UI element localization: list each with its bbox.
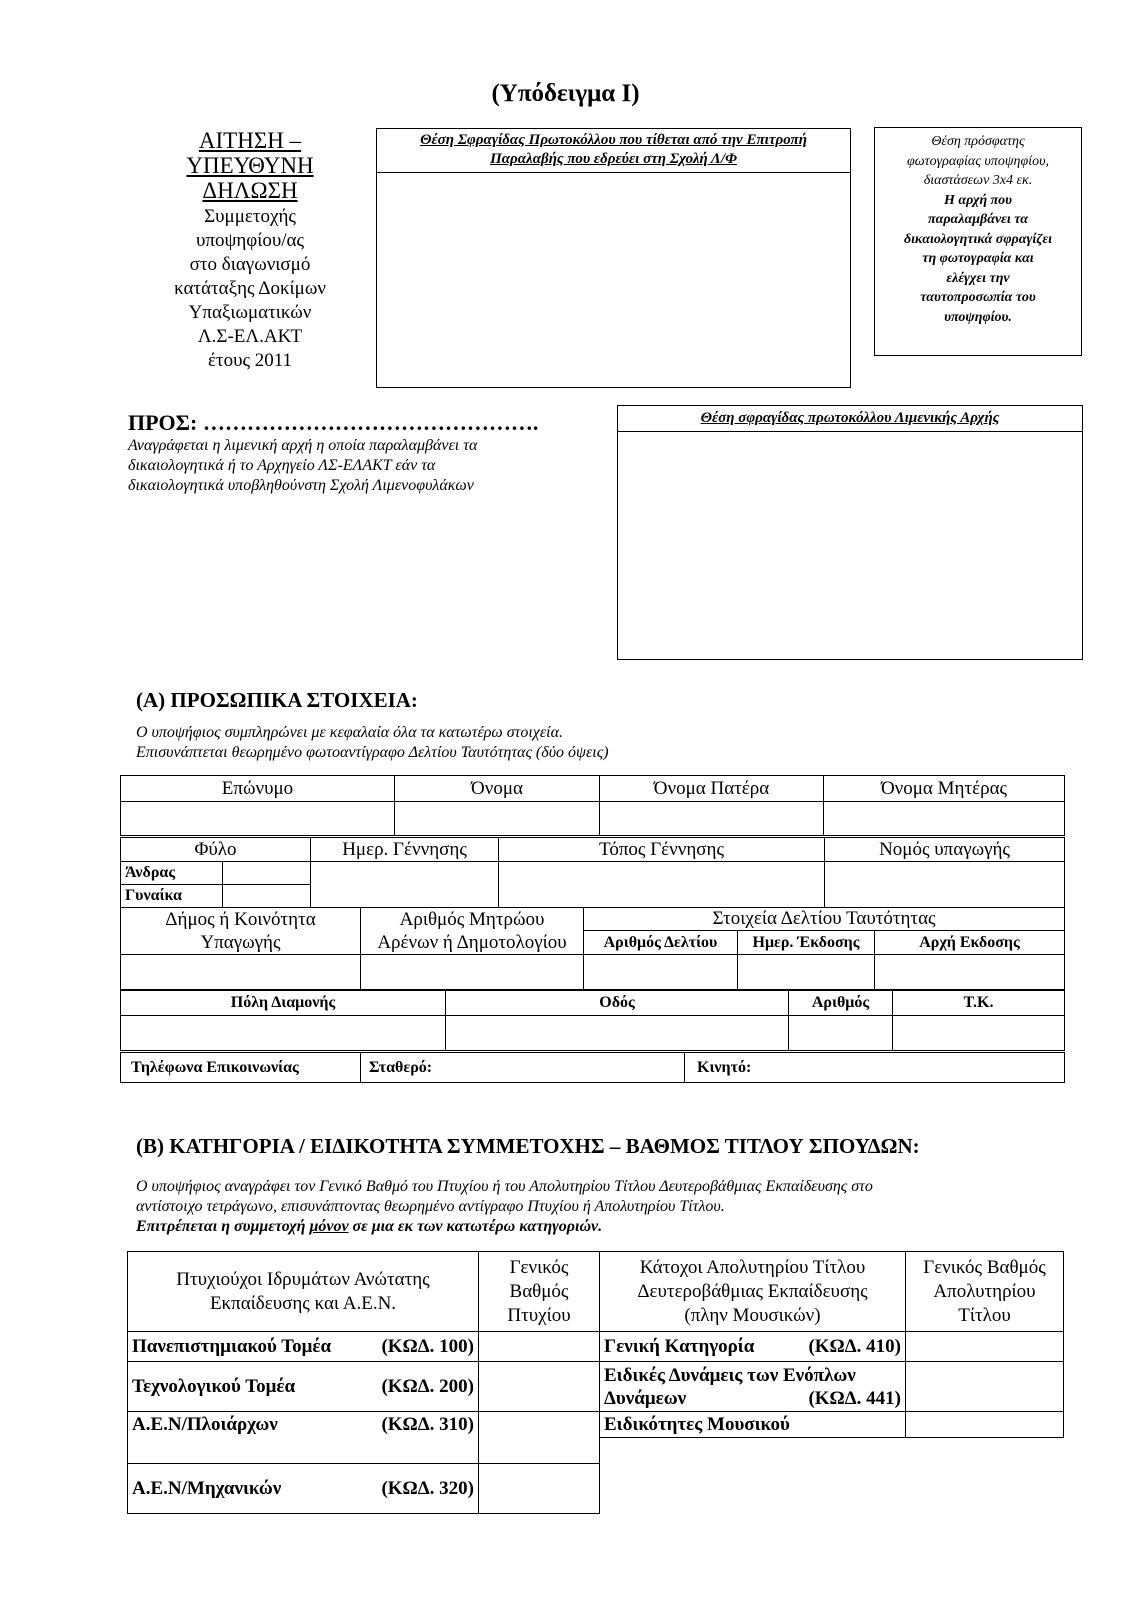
birth-place-field[interactable] bbox=[499, 862, 825, 908]
gender-female-checkbox[interactable] bbox=[223, 885, 311, 908]
photo-note-6: δικαιολογητικά σφραγίζει bbox=[903, 231, 1053, 247]
header-registry-number bbox=[361, 908, 584, 955]
header-birth-date: Ημερ. Γέννησης bbox=[311, 838, 499, 862]
rule-after: σε μια εκ των κατωτέρω κατηγοριών. bbox=[348, 1218, 603, 1235]
header-id-card-group: Στοιχεία Δελτίου Ταυτότητας bbox=[584, 908, 1065, 931]
mother-name-field[interactable] bbox=[824, 802, 1065, 836]
degree-grade-header-1: Γενικός bbox=[509, 1256, 569, 1278]
title-line-3: ΔΗΛΩΣΗ bbox=[202, 178, 298, 203]
section-a-note-2: Επισυνάπτεται θεωρημένο φωτοαντίγραφο Δελτίου Ταυτότητας (δύο όψεις) bbox=[136, 744, 609, 761]
port-authority-stamp-box bbox=[617, 405, 1083, 660]
header-gender: Φύλο bbox=[121, 838, 311, 862]
birth-date-field[interactable] bbox=[311, 862, 499, 908]
gender-male-checkbox[interactable] bbox=[223, 862, 311, 885]
higher-education-header-1: Πτυχιούχοι Ιδρυμάτων Ανώτατης bbox=[176, 1268, 430, 1290]
category-music-name: Ειδικότητες Μουσικού bbox=[604, 1413, 790, 1435]
header-id-issuing-authority: Αρχή Εκδοσης bbox=[875, 931, 1065, 955]
city-field[interactable] bbox=[121, 1016, 446, 1051]
category-100-code: (ΚΩΔ. 100) bbox=[381, 1335, 474, 1357]
category-310-name: Α.Ε.Ν/Πλοιάρχων bbox=[132, 1414, 278, 1435]
category-200-code: (ΚΩΔ. 200) bbox=[381, 1375, 474, 1397]
section-b-note-1: Ο υποψήφιος αναγράφει τον Γενικό Βαθμό του Πτυχίου ή του Απολυτηρίου Τίτλου Δευτεροβάθμιας Εκπαίδευσης στο bbox=[136, 1178, 873, 1195]
photo-placeholder-box bbox=[874, 127, 1082, 356]
street-number-field[interactable] bbox=[789, 1016, 893, 1051]
port-stamp-caption: Θέση σφραγίδας πρωτοκόλλου Λιμενικής Αρχής bbox=[618, 406, 1082, 432]
degree-grade-header bbox=[479, 1252, 600, 1332]
category-row-music bbox=[600, 1412, 906, 1438]
municipality-field[interactable] bbox=[121, 955, 361, 990]
form-title-block bbox=[150, 128, 350, 373]
photo-note-4: Η αρχή που bbox=[944, 192, 1012, 208]
photo-note-3: διαστάσεων 3x4 εκ. bbox=[923, 173, 1033, 188]
gender-option-female: Γυναίκα bbox=[121, 885, 223, 908]
section-b-title: (Β) ΚΑΤΗΓΟΡΙΑ / ΕΙΔΙΚΟΤΗΤΑ ΣΥΜΜΕΤΟΧΗΣ – ΒΑΘΜΟΣ ΤΙΤΛΟΥ ΣΠΟΥΔΩΝ: bbox=[136, 1134, 920, 1158]
template-label: (Υπόδειγμα Ι) bbox=[491, 80, 640, 107]
diploma-grade-header-2: Απολυτηρίου bbox=[933, 1280, 1036, 1302]
id-number-field[interactable] bbox=[584, 955, 738, 990]
secondary-education-header-2: Δευτεροβάθμιας Εκπαίδευσης bbox=[637, 1280, 868, 1302]
grade-field-320[interactable] bbox=[479, 1464, 600, 1514]
grade-field-music[interactable] bbox=[906, 1412, 1064, 1438]
section-b-note bbox=[136, 1177, 1066, 1237]
subtitle-line-6: Λ.Σ-ΕΛ.ΑΚΤ bbox=[197, 326, 303, 347]
committee-stamp-box bbox=[376, 128, 851, 388]
first-name-field[interactable] bbox=[395, 802, 600, 836]
category-row-320 bbox=[128, 1464, 479, 1514]
phones-table bbox=[120, 1052, 1065, 1083]
photo-note-1: Θέση πρόσφατης bbox=[931, 134, 1025, 149]
rule-emphasis: μόνον bbox=[309, 1218, 349, 1235]
category-441-name-2: Δυνάμεων bbox=[604, 1387, 687, 1409]
header-surname: Επώνυμο bbox=[121, 776, 395, 802]
section-a-title: (Α) ΠΡΟΣΩΠΙΚΑ ΣΤΟΙΧΕΙΑ: bbox=[136, 688, 418, 712]
subtitle-line-7: έτους 2011 bbox=[207, 350, 293, 371]
category-441-name-1: Ειδικές Δυνάμεις των Ενόπλων bbox=[604, 1364, 856, 1386]
section-b-rule bbox=[136, 1217, 1066, 1237]
street-field[interactable] bbox=[446, 1016, 789, 1051]
category-row-310 bbox=[128, 1412, 479, 1464]
committee-stamp-caption-2: Παραλαβής που εδρεύει στη Σχολή Λ/Φ bbox=[490, 151, 737, 167]
higher-education-header-2: Εκπαίδευσης και Α.Ε.Ν. bbox=[209, 1292, 397, 1314]
diploma-grade-header-1: Γενικός Βαθμός bbox=[923, 1256, 1046, 1278]
subtitle-line-4: κατάταξης Δοκίμων bbox=[174, 278, 326, 299]
photo-note-5: παραλαμβάνει τα bbox=[927, 212, 1029, 227]
address-table bbox=[120, 990, 1065, 1051]
photo-note-7: τη φωτογραφία και bbox=[922, 251, 1034, 266]
phones-label: Τηλέφωνα Επικοινωνίας bbox=[121, 1053, 361, 1083]
category-row-200 bbox=[128, 1362, 479, 1412]
subtitle-line-1: Συμμετοχής bbox=[204, 206, 296, 227]
secondary-education-table bbox=[599, 1251, 1064, 1438]
degree-grade-header-2: Βαθμός bbox=[509, 1280, 569, 1302]
degree-grade-header-3: Πτυχίου bbox=[507, 1304, 571, 1326]
grade-field-410[interactable] bbox=[906, 1332, 1064, 1362]
id-issue-date-field[interactable] bbox=[738, 955, 875, 990]
photo-note-9: ταυτοπροσωπία του bbox=[920, 290, 1036, 305]
father-name-field[interactable] bbox=[600, 802, 824, 836]
recipient-note-2: δικαιολογητικά ή το Αρχηγείο ΛΣ-ΕΛΑΚΤ εάν τα bbox=[128, 457, 436, 474]
header-registry-line-2: Αρένων ή Δημοτολογίου bbox=[377, 932, 567, 953]
category-320-name: Α.Ε.Ν/Μηχανικών bbox=[132, 1477, 282, 1499]
recipient-note-3: δικαιολογητικά υποβληθούνστη Σχολή Λιμενοφυλάκων bbox=[128, 477, 474, 494]
id-issuing-authority-field[interactable] bbox=[875, 955, 1065, 990]
header-municipality-line-1: Δήμος ή Κοινότητα bbox=[165, 909, 316, 930]
identity-table bbox=[120, 907, 1065, 990]
category-100-name: Πανεπιστημιακού Τομέα bbox=[132, 1335, 332, 1357]
grade-field-441[interactable] bbox=[906, 1362, 1064, 1412]
secondary-education-header bbox=[600, 1252, 906, 1332]
title-line-2: ΥΠΕΥΘΥΝΗ bbox=[186, 153, 314, 178]
header-mother-name: Όνομα Μητέρας bbox=[824, 776, 1065, 802]
subtitle-line-3: στο διαγωνισμό bbox=[189, 254, 311, 275]
gender-option-male: Άνδρας bbox=[121, 862, 223, 885]
section-a-note-1: Ο υποψήφιος συμπληρώνει με κεφαλαία όλα τα κατωτέρω στοιχεία. bbox=[136, 724, 563, 741]
surname-field[interactable] bbox=[121, 802, 395, 836]
header-municipality-line-2: Υπαγωγής bbox=[200, 932, 281, 953]
header-registry-line-1: Αριθμός Μητρώου bbox=[399, 909, 545, 930]
title-line-1: ΑΙΤΗΣΗ – bbox=[198, 128, 302, 153]
header-city: Πόλη Διαμονής bbox=[121, 991, 446, 1016]
recipient-note-1: Αναγράφεται η λιμενική αρχή η οποία παραλαμβάνει τα bbox=[128, 437, 478, 454]
category-320-code: (ΚΩΔ. 320) bbox=[381, 1477, 474, 1499]
header-birth-place: Τόπος Γέννησης bbox=[499, 838, 825, 862]
higher-education-table bbox=[127, 1251, 600, 1514]
grade-field-100[interactable] bbox=[479, 1332, 600, 1362]
subtitle-line-5: Υπαξιωματικών bbox=[188, 302, 312, 323]
photo-note-10: υποψηφίου. bbox=[944, 309, 1012, 325]
category-row-410 bbox=[600, 1332, 906, 1362]
postal-code-field[interactable] bbox=[893, 1016, 1065, 1051]
header-municipality bbox=[121, 908, 361, 955]
secondary-education-header-1: Κάτοχοι Απολυτηρίου Τίτλου bbox=[639, 1256, 866, 1278]
photo-note-8: ελέγχει την bbox=[946, 270, 1010, 286]
birth-table bbox=[120, 837, 1065, 908]
diploma-grade-header-3: Τίτλου bbox=[958, 1304, 1011, 1326]
section-a-note bbox=[136, 723, 836, 763]
category-441-code: (ΚΩΔ. 441) bbox=[808, 1387, 901, 1409]
prefecture-field[interactable] bbox=[825, 862, 1065, 908]
recipient-note bbox=[128, 436, 588, 496]
rule-before: Επιτρέπεται η συμμετοχή bbox=[136, 1218, 310, 1235]
grade-field-200[interactable] bbox=[479, 1362, 600, 1412]
header-street: Οδός bbox=[446, 991, 789, 1016]
diploma-grade-header bbox=[906, 1252, 1064, 1332]
header-prefecture: Νομός υπαγωγής bbox=[825, 838, 1065, 862]
header-id-number: Αριθμός Δελτίου bbox=[584, 931, 738, 955]
higher-education-header bbox=[128, 1252, 479, 1332]
section-b-note-2: αντίστοιχο τετράγωνο, επισυνάπτοντας θεωρημένο αντίγραφο Πτυχίου ή Απολυτηρίου Τίτλου. bbox=[136, 1198, 725, 1215]
category-200-name: Τεχνολογικού Τομέα bbox=[132, 1375, 296, 1397]
registry-number-field[interactable] bbox=[361, 955, 584, 990]
names-table bbox=[120, 775, 1065, 836]
recipient-label: ΠΡΟΣ: ………………………………………. bbox=[128, 410, 539, 435]
header-father-name: Όνομα Πατέρα bbox=[600, 776, 824, 802]
grade-field-310[interactable] bbox=[479, 1412, 600, 1464]
mobile-field[interactable]: Κινητό: bbox=[685, 1053, 1065, 1083]
secondary-education-header-3: (πλην Μουσικών) bbox=[684, 1304, 821, 1326]
committee-stamp-caption-1: Θέση Σφραγίδας Πρωτοκόλλου που τίθεται από την Επιτροπή bbox=[420, 132, 807, 148]
category-410-name: Γενική Κατηγορία bbox=[604, 1335, 755, 1357]
category-row-441 bbox=[600, 1362, 906, 1412]
category-410-code: (ΚΩΔ. 410) bbox=[808, 1335, 901, 1357]
photo-note-2: φωτογραφίας υποψηφίου, bbox=[906, 153, 1050, 169]
header-street-number: Αριθμός bbox=[789, 991, 893, 1016]
landline-field[interactable]: Σταθερό: bbox=[361, 1053, 685, 1083]
category-310-code: (ΚΩΔ. 310) bbox=[381, 1414, 474, 1435]
subtitle-line-2: υποψηφίου/ας bbox=[195, 230, 305, 251]
header-id-issue-date: Ημερ. Έκδοσης bbox=[738, 931, 875, 955]
header-postal-code: Τ.Κ. bbox=[893, 991, 1065, 1016]
category-row-100 bbox=[128, 1332, 479, 1362]
header-first-name: Όνομα bbox=[395, 776, 600, 802]
